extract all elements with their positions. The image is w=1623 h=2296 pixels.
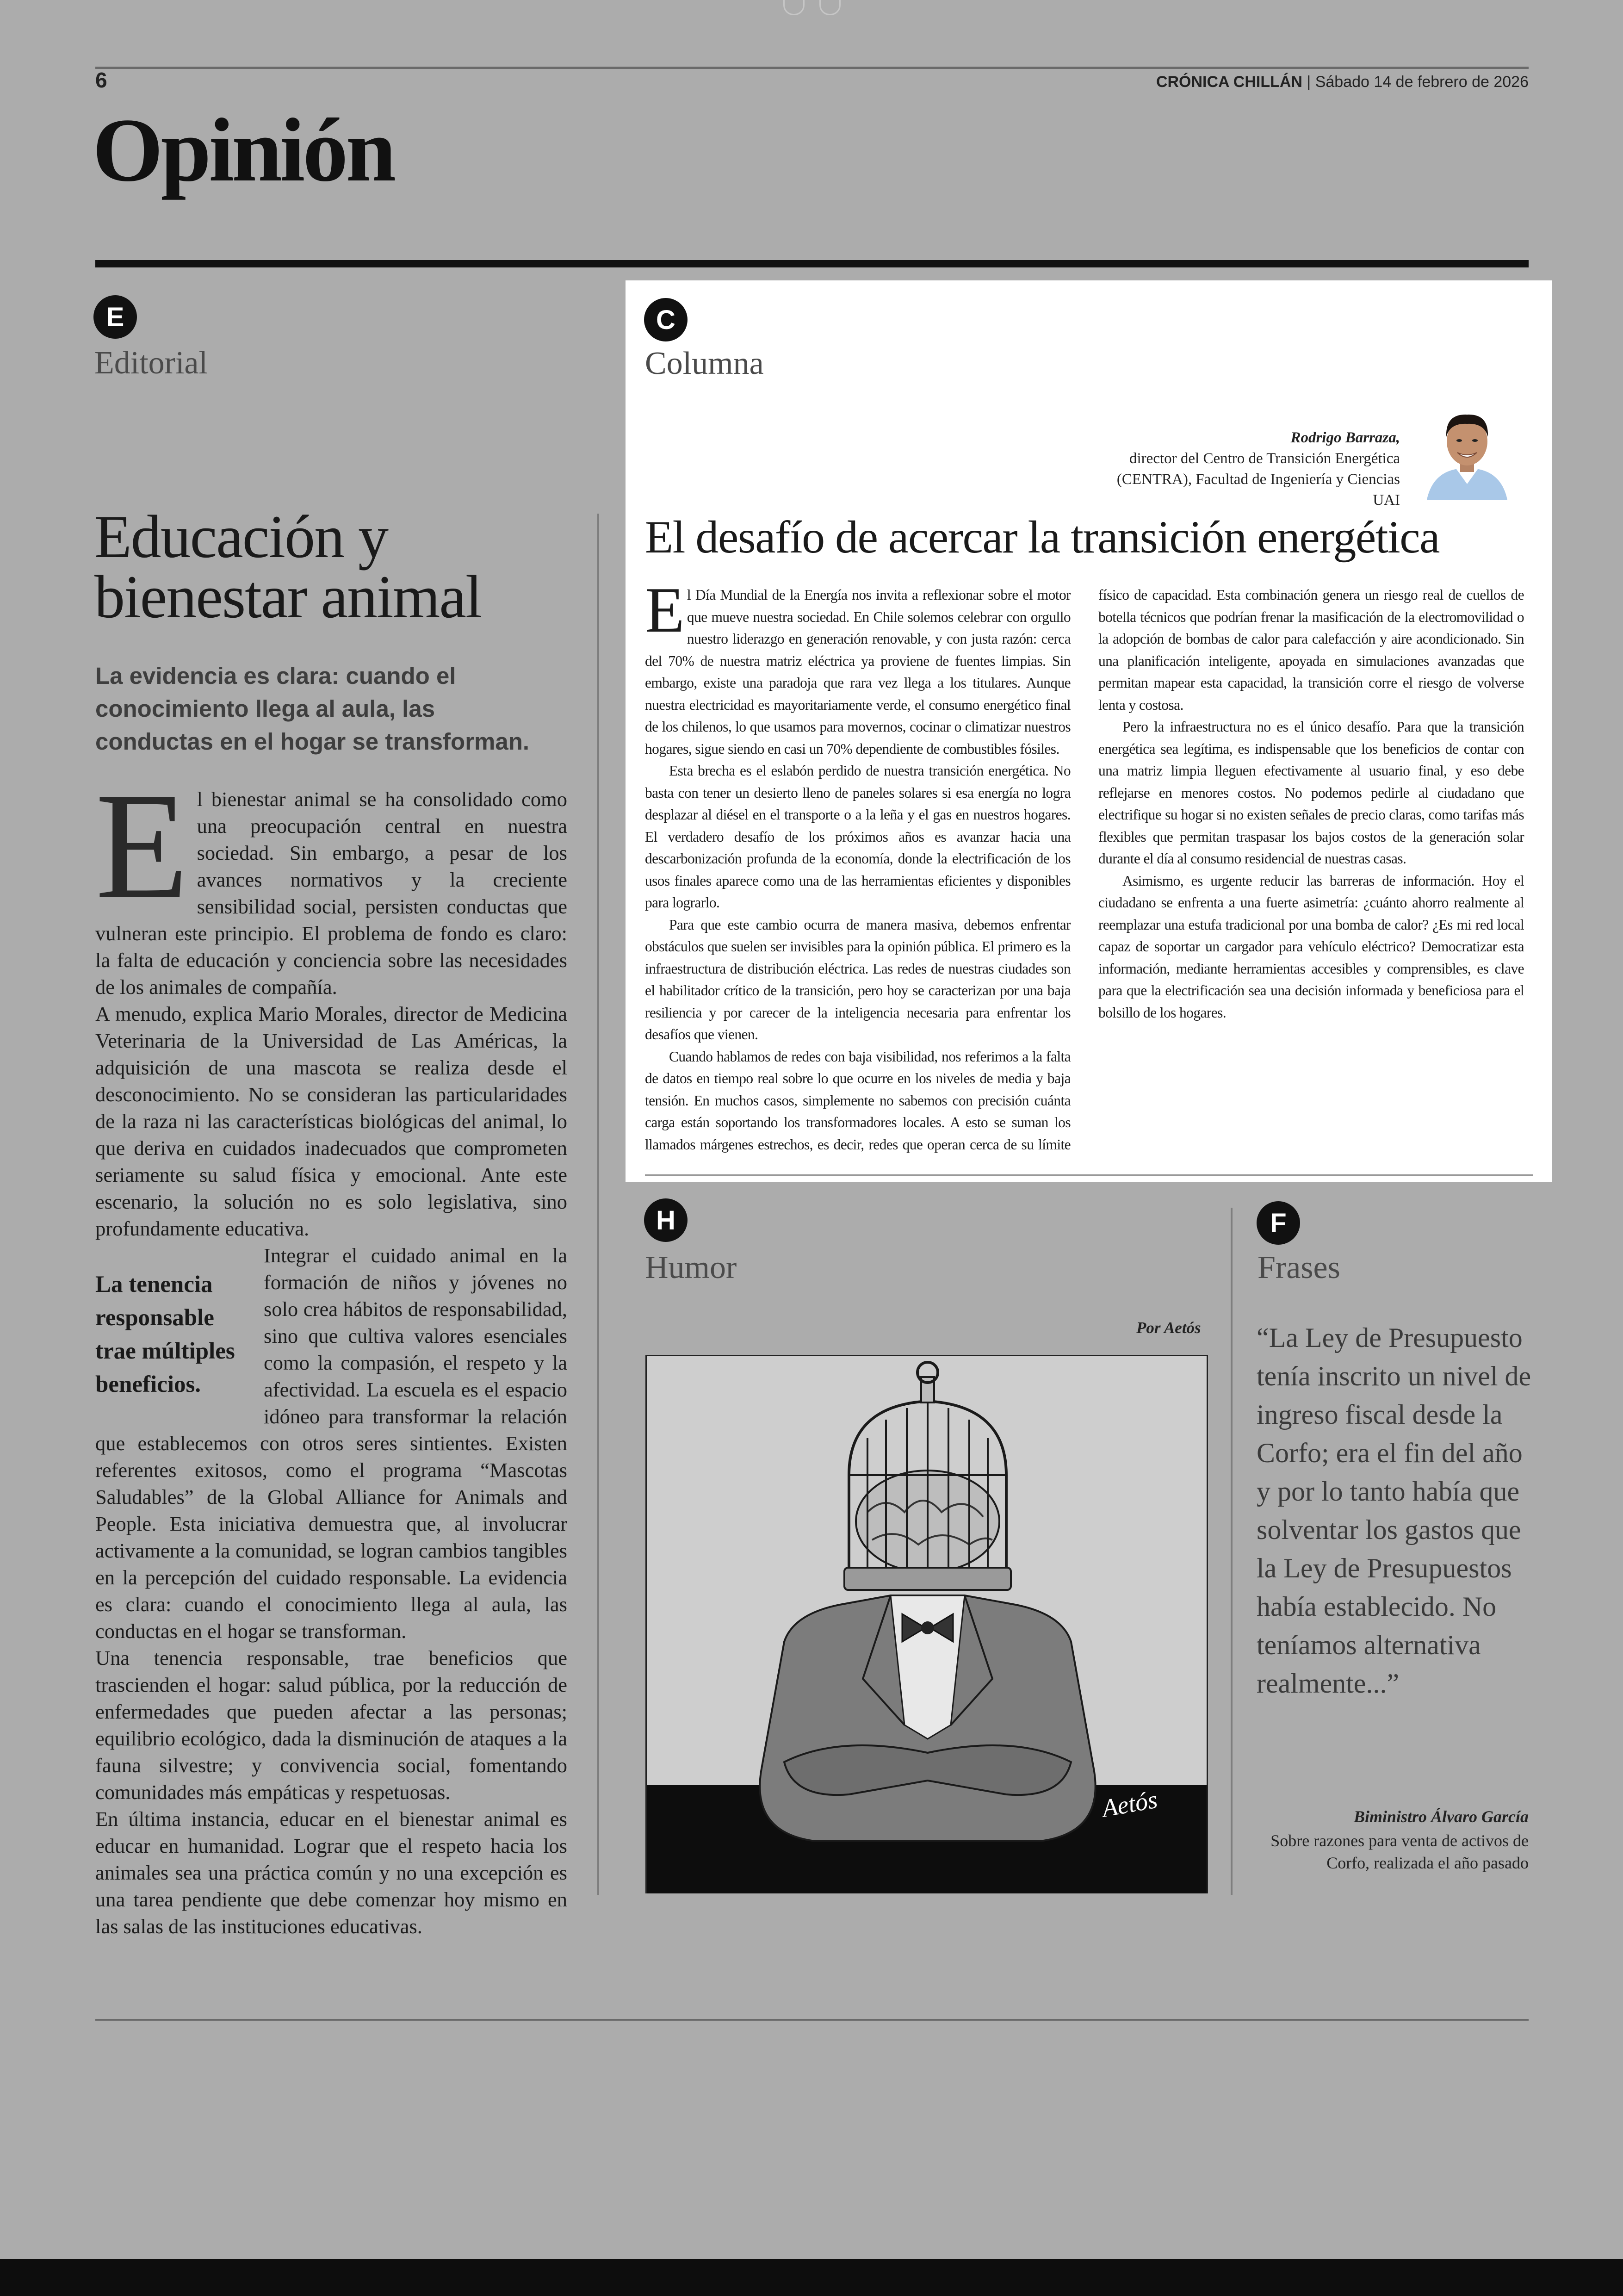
- column-paragraph: Cuando hablamos de redes con baja visibilidad, nos referimos a la falta de datos en tiempo real sobre lo que ocurre en los niveles de media y baja tensión. En muchos casos, simplemente no sabemos con precisión cuánta carga están soportando los transformadores locales. A esto se suman los llamados márgenes estrechos, es decir, redes que operan cerca de su límite físico de capacidad. Esta combinación genera un riesgo real de cuellos de botella técnicos que podrían frenar la masificación de la electromovilidad o la adopción de bombas de calor para calefacción y aire acondicionado. Sin una planificación inteligente, apoyada en simulaciones avanzadas que permitan mapear esta capacidad, la transición corre el riesgo de volverse lenta y costosa.: [645, 587, 1524, 1153]
- humor-label: Humor: [645, 1250, 737, 1285]
- editorial-headline-line1: Educación y: [94, 503, 388, 571]
- cartoon-drawing: [645, 1355, 1208, 1893]
- section-title: Opinión: [93, 100, 394, 200]
- quotes-badge: F: [1257, 1201, 1300, 1245]
- editorial-pullquote: La tenencia responsable trae múltiples beneficios.: [95, 1272, 235, 1397]
- column-badge: C: [644, 298, 688, 341]
- humor-credit: Por Aetós: [1136, 1319, 1201, 1337]
- header-top-rule: [95, 67, 1529, 69]
- column-author-name: Rodrigo Barraza,: [1290, 429, 1400, 446]
- cartoon-frame: [645, 1355, 1208, 1893]
- bottom-black-bar: [0, 2259, 1623, 2296]
- column-byline: [891, 428, 1400, 511]
- cartoon-bowtie-knot: [921, 1621, 934, 1634]
- photo-eye-right: [1472, 439, 1478, 442]
- footer-rule: [95, 2019, 1529, 2021]
- quotes-divider: [1231, 1208, 1233, 1895]
- publication-name: CRÓNICA CHILLÁN: [1156, 73, 1302, 91]
- editorial-headline-line2: bienestar animal: [94, 563, 482, 631]
- quotes-label: Frases: [1258, 1250, 1340, 1285]
- column-body: [645, 574, 1524, 1170]
- column-paragraph: Pero la infraestructura no es el único desafío. Para que la transición energética sea legítima, es indispensable que los beneficios de contar con una matriz limpia lleguen efectivamente al usuario final, y eso debe reflejarse en menores costos. No podemos pedirle al ciudadano que electrifique su hogar si no existen señales de precio claras, como tarifas más flexibles que permitan traspasar los bajos costos de la generación solar durante el día al consumo residencial de nuestras casas.: [1098, 719, 1524, 867]
- column-bottom-rule: [645, 1174, 1533, 1176]
- editorial-paragraph-text: Integrar el cuidado animal en la formación de niños y jóvenes no solo crea hábitos de responsabilidad, sino que cultiva valores esenciales como la compasión, el respeto y la afectividad. La escuela es el espacio idóneo para transformar la relación que establecemos con otros seres sintientes. Existen referentes exitosos, como el programa “Mascotas Saludables” de la Global Alliance for Animals and People. Esta iniciativa demuestra que, al involucrar activamente a la comunidad, se logran cambios tangibles en la percepción del cuidado responsable. La evidencia es clara: cuando el conocimiento llega al aula, las conductas en el hogar se transforman.: [95, 1244, 567, 1643]
- editorial-divider: [597, 514, 599, 1895]
- column-paragraph: [645, 574, 1071, 760]
- editorial-paragraph: [95, 1242, 567, 1644]
- cartoon-cage-base: [844, 1568, 1011, 1590]
- editorial-body: [95, 762, 567, 1940]
- column-paragraph: Asimismo, es urgente reducir las barreras de información. Hoy el ciudadano se enfrenta a una fuerte asimetría: ¿cuánto ahorro realmente al reemplazar una estufa tradicional por una bomba de calor? ¿Es mi red local capaz de soportar un cargador para vehículo eléctrico? Democratizar esta información, mediante herramientas accesibles y comprensibles, es clave para que la electrificación sea una decisión informada y beneficiosa para el bolsillo de los hogares.: [1098, 872, 1524, 1021]
- column-panel: [626, 280, 1552, 1182]
- quotes-context: Sobre razones para venta de activos de Corfo, realizada el año pasado: [1270, 1831, 1529, 1872]
- quotes-author: Biministro Álvaro García: [1353, 1807, 1529, 1826]
- humor-badge: H: [644, 1198, 688, 1242]
- cartoon-signature: Aetós: [1100, 1785, 1160, 1823]
- publication-separator: |: [1302, 73, 1315, 91]
- column-headline: El desafío de acercar la transición energética: [645, 511, 1440, 563]
- editorial-paragraph: Una tenencia responsable, trae beneficios que trascienden el hogar: salud pública, por la reducción de enfermedades que pueden afectar a las personas; equilibrio ecológico, dada la disminución de ataques a la fauna silvestre; y convivencia social, fomentando comunidades más empáticas y respetuosas.: [95, 1646, 567, 1804]
- viewer-prev-button[interactable]: [783, 0, 805, 15]
- viewer-next-button[interactable]: [819, 0, 841, 15]
- photo-eye-left: [1456, 439, 1462, 442]
- editorial-paragraph: l bienestar animal se ha consolidado como una preocupación central en nuestra sociedad. Sin embargo, a pesar de los avances normativos y la creciente sensibilidad social, persisten conductas que vulneran este principio. El problema de fondo es claro: la falta de educación y conciencia sobre las necesidades de los animales de compañía.: [95, 788, 567, 999]
- editorial-paragraph: A menudo, explica Mario Morales, director de Medicina Veterinaria de la Universidad de Las Américas, la adquisición de una mascota se realiza desde el desconocimiento. No se consideran las particularidades de la raza ni las características biológicas del animal, lo que deriva en cuidados inadecuados que comprometen seriamente su salud física y emocional. Ante este escenario, la solución no es solo legislativa, sino profundamente educativa.: [95, 1002, 567, 1240]
- editorial-paragraph: En última instancia, educar en el bienestar animal es educar en humanidad. Lograr que el respeto hacia los animales sea una práctica común y no una excepción es una tarea pendiente que debe comenzar hoy mismo en las salas de las instituciones educativas.: [95, 1807, 567, 1938]
- publication-date: Sábado 14 de febrero de 2026: [1315, 73, 1529, 91]
- author-photo: [1423, 404, 1511, 500]
- editorial-label: Editorial: [94, 345, 208, 381]
- editorial-dropcap: E: [95, 762, 189, 931]
- editorial-headline: [94, 503, 585, 631]
- column-paragraph-text: l Día Mundial de la Energía nos invita a reflexionar sobre el motor que mueve nuestra sociedad. En Chile solemos celebrar con orgullo nuestro liderazgo en generación renovable, y con justa razón: cerca del 70% de nuestra matriz eléctrica ya proviene de fuentes limpias. Sin embargo, existe una paradoja que rara vez llega a los titulares. Aunque nuestra electricidad es mayoritariamente verde, el consumo energético final de los chilenos, lo que usamos para movernos, cocinar o climatizar nuestros hogares, sigue siendo en casi un 70% dependiente de combustibles fósiles.: [645, 587, 1071, 757]
- page-number: 6: [95, 68, 107, 92]
- column-paragraph: Esta brecha es el eslabón perdido de nuestra transición energética. No basta con tener un desierto lleno de paneles solares si esa energía no logra desplazar al diésel en el transporte o a la leña y el gas en nuestros hogares. El verdadero desafío de los próximos años es avanzar hacia una descarbonización profunda de la economía, donde la electrificación de los usos finales aparece como una de las herramientas eficientes y disponibles para lograrlo.: [645, 763, 1071, 911]
- column-label: Columna: [645, 346, 764, 381]
- column-paragraph: Para que este cambio ocurra de manera masiva, debemos enfrentar obstáculos que suelen ser invisibles para la opinión pública. El primero es la infraestructura de distribución eléctrica. Las redes de nuestras ciudades son el habilitador crítico de la transición, pero hoy se caracterizan por una baja resiliencia y por carecer de la inteligencia necesaria para enfrentar los desafíos que vienen.: [645, 916, 1071, 1043]
- editorial-summary: La evidencia es clara: cuando el conocimiento llega al aula, las conductas en el hogar se transforman.: [95, 663, 530, 755]
- column-author-role: director del Centro de Transición Energética (CENTRA), Facultad de Ingeniería y Ciencias UAI: [1116, 450, 1400, 509]
- editorial-badge: E: [93, 295, 137, 339]
- publication-line: [1156, 73, 1529, 91]
- section-title-rule: [95, 260, 1529, 267]
- quotes-quote: “La Ley de Presupuesto tenía inscrito un nivel de ingreso fiscal desde la Corfo; era el fin del año y por lo tanto había que solventar los gastos que la Ley de Presupuestos había establecido. No teníamos alternativa realmente...”: [1257, 1322, 1531, 1699]
- column-dropcap: E: [645, 574, 684, 646]
